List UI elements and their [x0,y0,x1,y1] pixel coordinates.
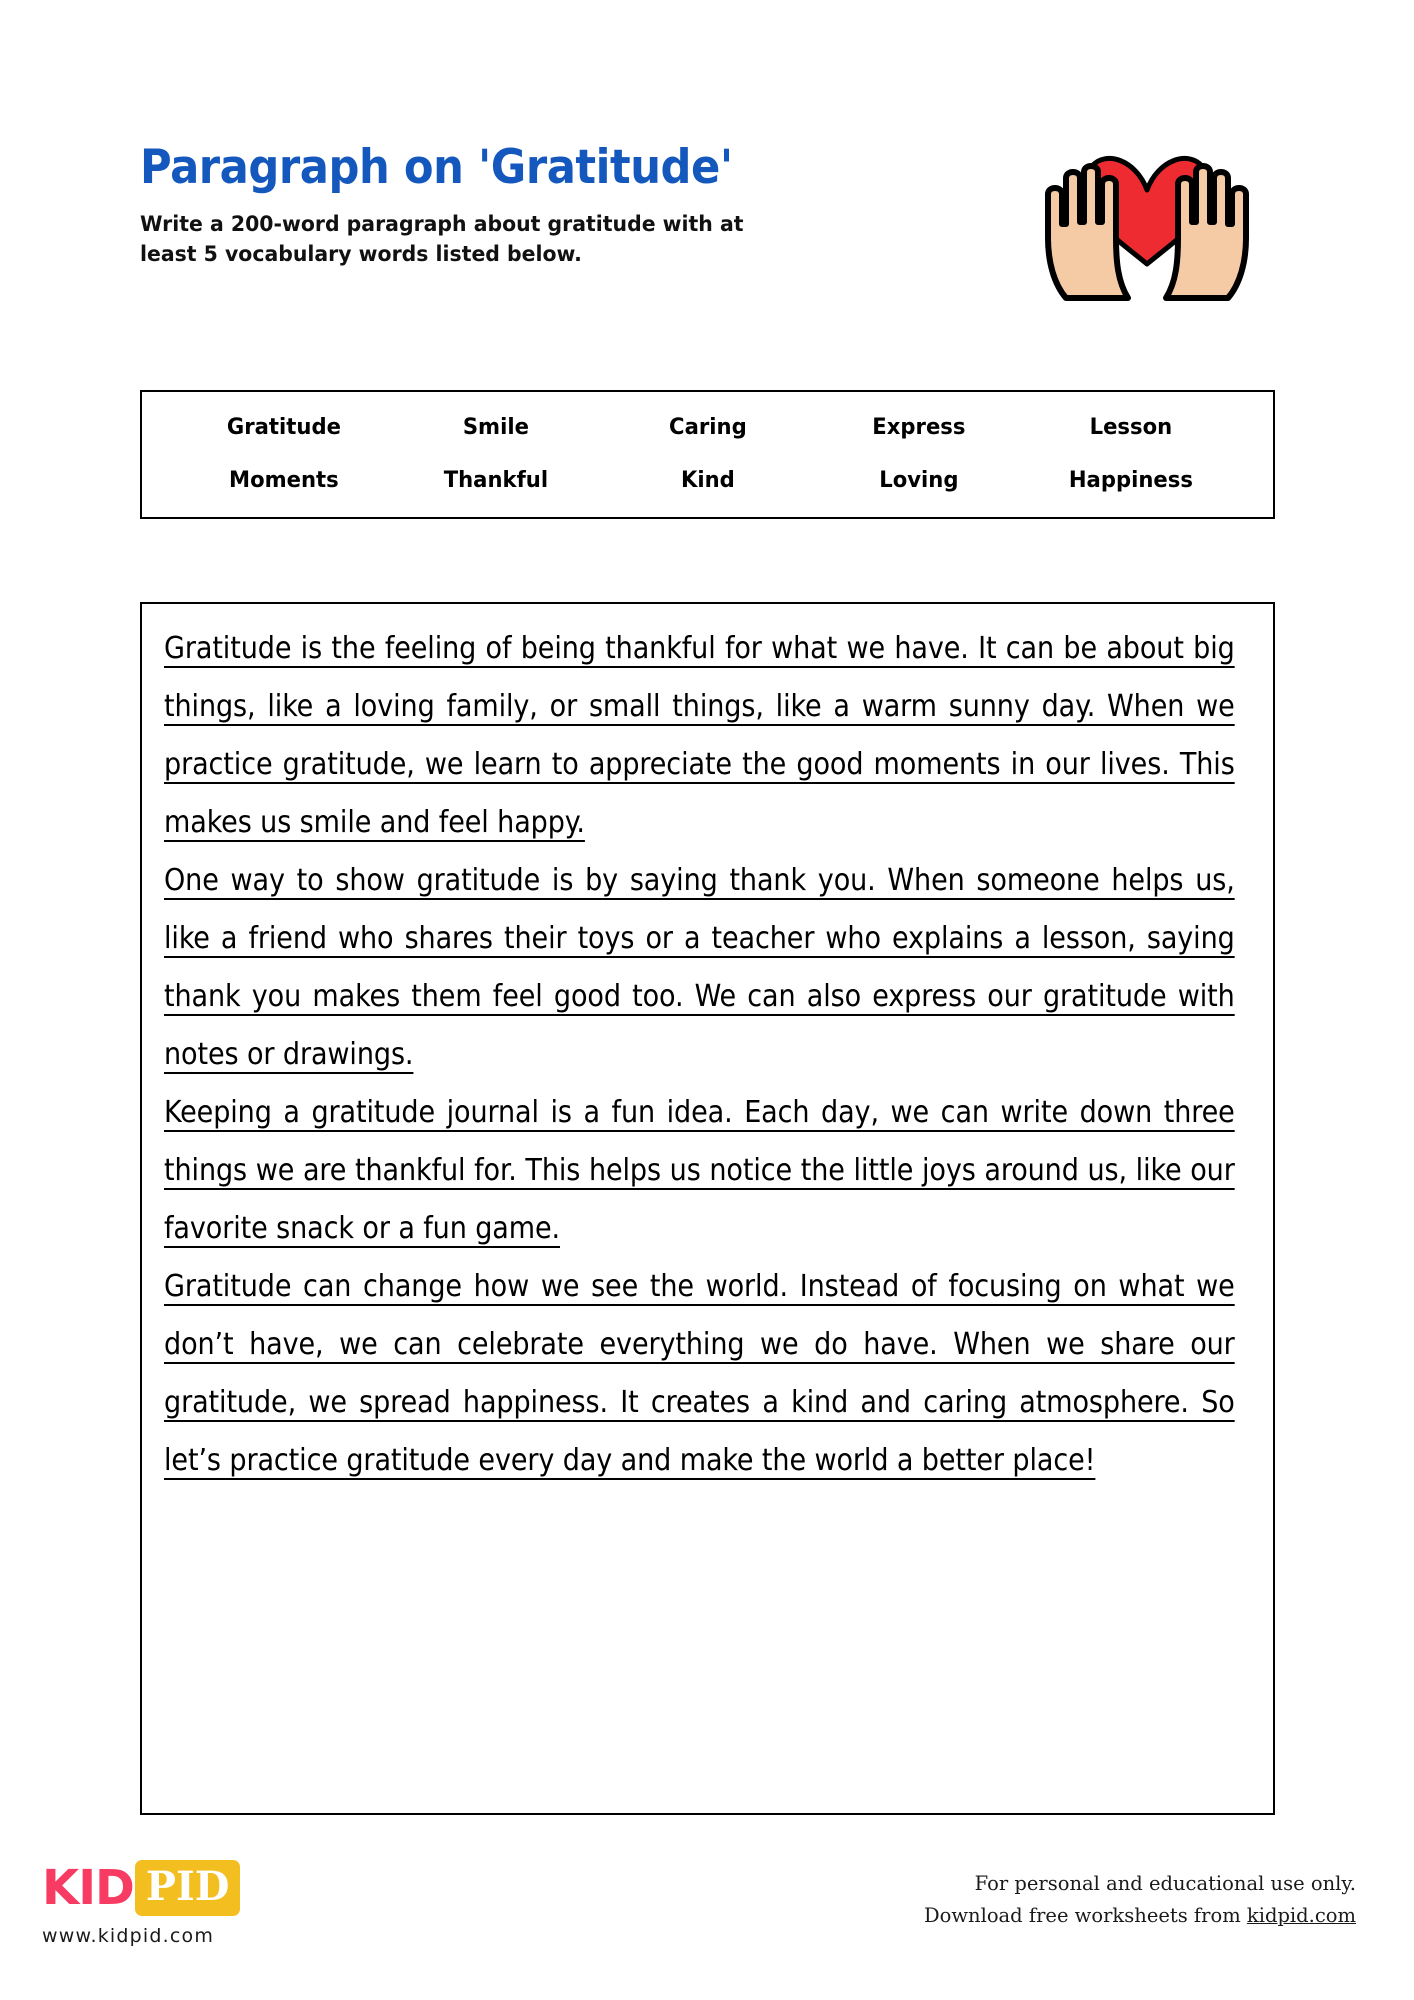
word-bank-cell: Caring [668,414,747,440]
page-header [140,120,1280,323]
word-bank-cell: Moments [229,467,339,493]
page-footer [0,1840,1414,2000]
word-bank-cell: Smile [462,414,529,440]
kidpid-logo[interactable] [42,1860,240,1947]
page-title: Paragraph on 'Gratitude' [140,140,733,195]
logo-website-url: www.kidpid.com [42,1925,215,1947]
answer-paragraph: Gratitude can change how we see the world. Instead of focusing on what we don’t have, we can celebrate everything we do have. When we share our gratitude, we spread happiness. It creates a kind and caring atmosphere. So let’s practice gratitude every day and make the world a better place! [164,1269,1235,1478]
page-subtitle: Write a 200-word paragraph about gratitude with at least 5 vocabulary words listed below. [140,211,744,268]
footer-usage-notice [924,1868,1356,1931]
word-bank-cell: Loving [879,467,959,493]
word-bank-cell: Express [872,414,966,440]
word-bank-row [178,414,1237,440]
answer-paragraph: One way to show gratitude is by saying thank you. When someone helps us, like a friend who shares their toys or a teacher who explains a lesson, saying thank you makes them feel good too. We can also express our gratitude with notes or drawings. [164,863,1235,1072]
answer-paragraph: Gratitude is the feeling of being thankful for what we have. It can be about big things, like a loving family, or small things, like a warm sunny day. When we practice gratitude, we learn to appreciate the good moments in our lives. This makes us smile and feel happy. [164,631,1235,840]
word-bank-cell: Thankful [443,467,548,493]
word-bank-cell: Kind [680,467,735,493]
footer-line-personal-use: For personal and educational use only. [974,1872,1356,1895]
heart-in-hands-icon [1032,98,1262,323]
word-bank-cell: Lesson [1089,414,1173,440]
logo-mark [42,1860,240,1916]
kidpid-link[interactable]: kidpid.com [1246,1903,1356,1927]
word-bank-cell: Happiness [1069,467,1194,493]
vocabulary-word-bank [140,390,1275,519]
word-bank-row [178,467,1237,493]
writing-answer-area[interactable] [140,602,1275,1815]
answer-paragraph: Keeping a gratitude journal is a fun idea. Each day, we can write down three things we are thankful for. This helps us notice the little joys around us, like our favorite snack or a fun game. [164,1095,1235,1246]
logo-kid-text: KID [42,1860,134,1916]
logo-pid-text: PID [135,1860,240,1916]
header-text-block [140,120,1000,271]
word-bank-cell: Gratitude [226,414,341,440]
footer-download-prefix: Download free worksheets from [923,1903,1247,1927]
footer-line-download [924,1900,1356,1932]
